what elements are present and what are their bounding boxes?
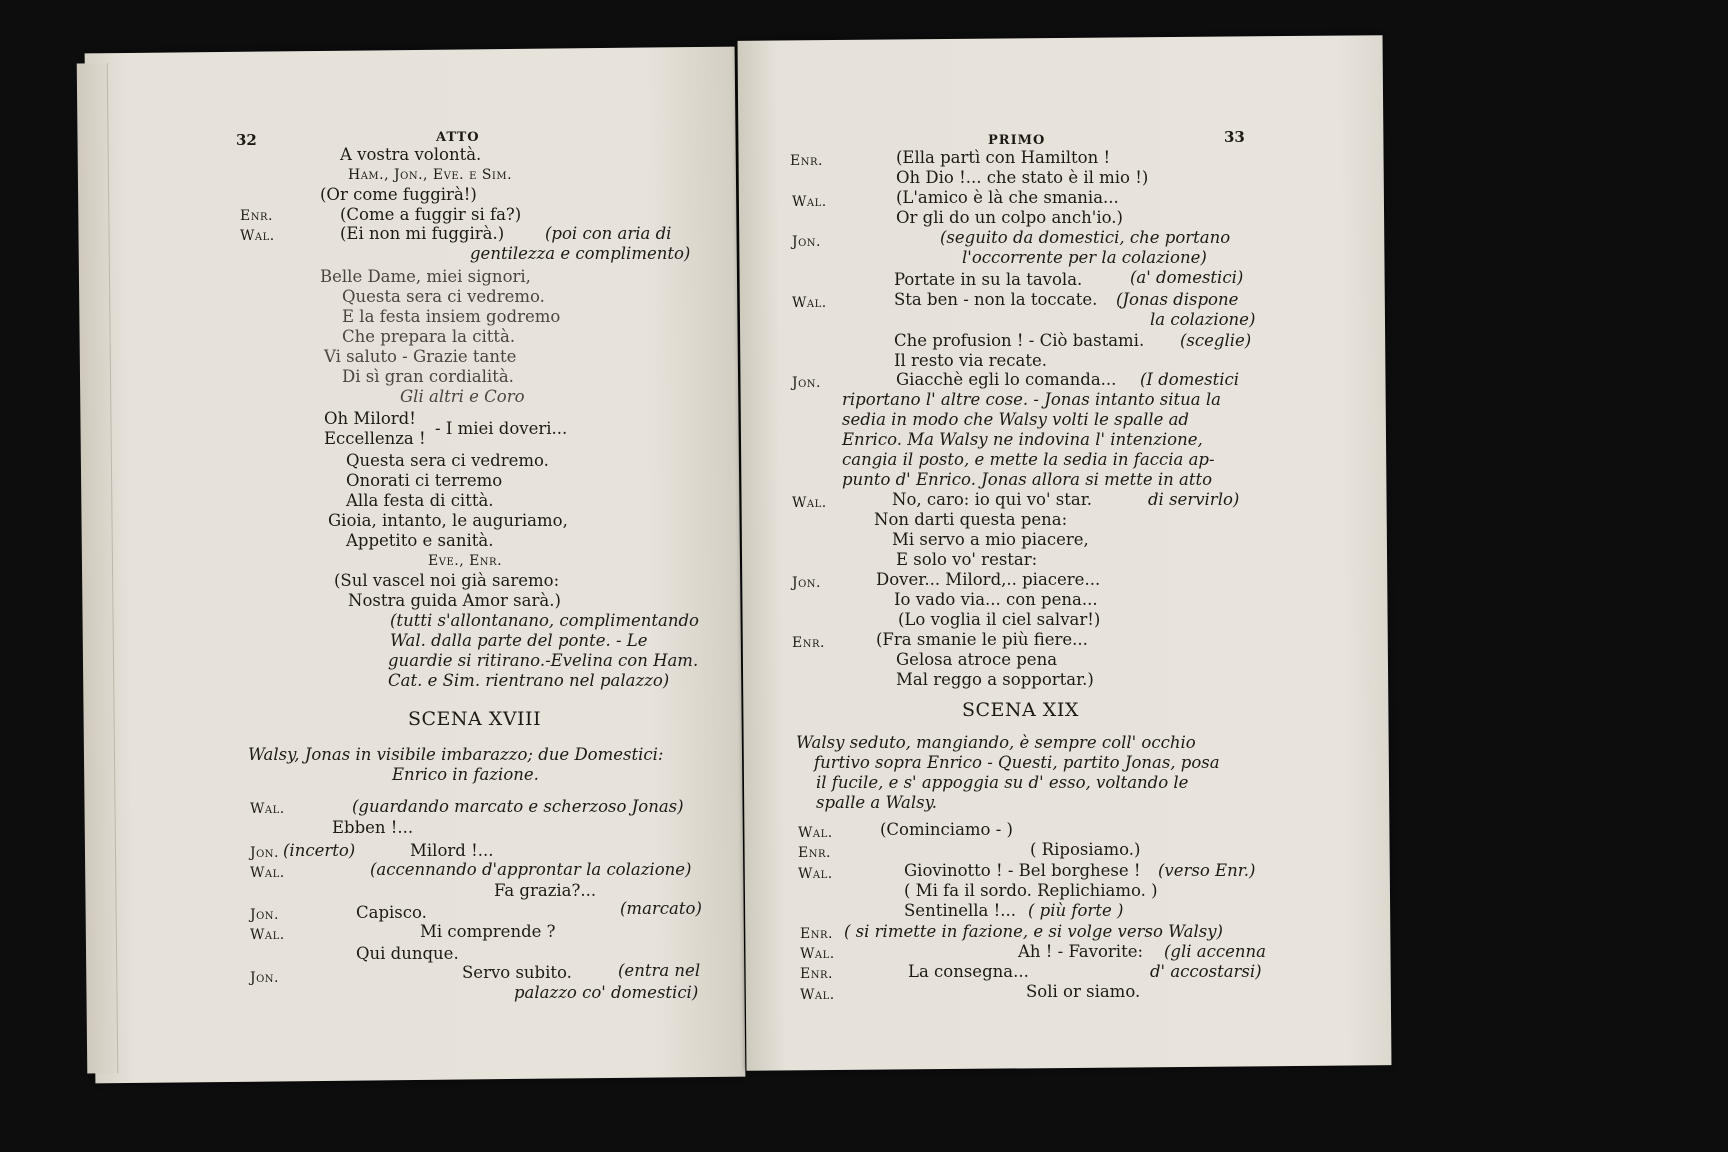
- text-line: furtivo sopra Enrico - Questi, partito Jonas, posa: [814, 753, 1220, 772]
- text-line: Il resto via recate.: [894, 351, 1048, 370]
- text-line: ( Riposiamo.): [1030, 840, 1141, 859]
- text-line: Sta ben - non la toccate.: [894, 290, 1098, 309]
- text-line: gentilezza e complimento): [470, 244, 691, 263]
- text-line: (marcato): [620, 899, 702, 918]
- text-line: Jon.: [792, 234, 822, 250]
- text-line: Gelosa atroce pena: [896, 650, 1058, 669]
- text-line: Ebben !...: [332, 818, 414, 837]
- text-line: (Ella partì con Hamilton !: [896, 148, 1111, 167]
- text-line: Wal.: [800, 987, 835, 1003]
- text-line: Enr.: [240, 208, 273, 224]
- text-line: cangia il posto, e mette la sedia in faccia ap-: [842, 450, 1215, 469]
- text-line: (Lo voglia il ciel salvar!): [898, 610, 1101, 629]
- text-line: Di sì gran cordialità.: [342, 367, 514, 386]
- text-line: (accennando d'approntar la colazione): [370, 860, 692, 879]
- text-line: Wal.: [250, 927, 285, 943]
- text-line: Non darti questa pena:: [874, 510, 1068, 529]
- text-line: (sceglie): [1180, 331, 1252, 350]
- text-line: di servirlo): [1148, 490, 1240, 509]
- text-line: Jon.: [250, 845, 280, 861]
- text-line: (Cominciamo - ): [880, 820, 1013, 839]
- text-line: Wal. dalla parte del ponte. - Le: [390, 631, 648, 650]
- text-line: Alla festa di città.: [346, 491, 494, 510]
- text-line: Wal.: [250, 801, 285, 817]
- text-line: Giacchè egli lo comanda...: [896, 370, 1117, 389]
- text-line: ( più forte ): [1028, 901, 1124, 920]
- text-line: sedia in modo che Walsy volti le spalle ad: [842, 410, 1189, 429]
- text-line: Vi saluto - Grazie tante: [324, 347, 517, 366]
- text-line: Onorati ci terremo: [346, 471, 503, 490]
- right-page-number: 33: [1224, 128, 1245, 146]
- text-line: Mal reggo a sopportar.): [896, 670, 1094, 689]
- text-line: spalle a Walsy.: [816, 793, 937, 812]
- text-line: Ah ! - Favorite:: [1018, 942, 1144, 961]
- text-line: (I domestici: [1140, 370, 1239, 389]
- text-line: (verso Enr.): [1158, 861, 1256, 880]
- text-line: Sentinella !...: [904, 901, 1016, 920]
- text-line: (poi con aria di: [545, 224, 672, 243]
- text-line: Dover... Milord,.. piacere...: [876, 570, 1101, 589]
- text-line: l'occorrente per la colazione): [962, 248, 1207, 267]
- text-line: Questa sera ci vedremo.: [342, 287, 545, 306]
- text-line: Capisco.: [356, 903, 427, 922]
- text-line: (L'amico è là che smania...: [896, 188, 1119, 207]
- text-line: Ham., Jon., Eve. e Sim.: [348, 167, 513, 183]
- text-line: Enrico in fazione.: [392, 765, 539, 784]
- page-edge: [77, 63, 119, 1073]
- text-line: il fucile, e s' appoggia su d' esso, voltando le: [816, 773, 1189, 792]
- text-line: Wal.: [798, 866, 833, 882]
- text-line: (Fra smanie le più fiere...: [876, 630, 1088, 649]
- text-line: Eccellenza !: [324, 429, 426, 448]
- text-line: Enr.: [800, 926, 833, 942]
- text-line: Mi servo a mio piacere,: [892, 530, 1089, 549]
- text-line: Che profusion ! - Ciò bastami.: [894, 331, 1145, 350]
- text-line: Walsy, Jonas in visibile imbarazzo; due Domestici:: [248, 745, 664, 764]
- text-line: - I miei doveri...: [435, 419, 568, 438]
- text-line: (entra nel: [618, 961, 701, 980]
- text-line: (Come a fuggir si fa?): [340, 205, 522, 224]
- text-line: guardie si ritirano.-Evelina con Ham.: [388, 651, 699, 670]
- left-page-number: 32: [236, 131, 257, 149]
- text-line: Portate in su la tavola.: [894, 270, 1083, 289]
- text-line: A vostra volontà.: [340, 145, 482, 164]
- text-line: (tutti s'allontanano, complimentando: [390, 611, 699, 630]
- right-running-head: PRIMO: [988, 133, 1046, 148]
- text-line: Wal.: [792, 495, 827, 511]
- text-line: Questa sera ci vedremo.: [346, 451, 549, 470]
- text-line: (Or come fuggirà!): [320, 185, 477, 204]
- text-line: (Ei non mi fuggirà.): [340, 224, 505, 243]
- text-line: Enr.: [792, 635, 825, 651]
- text-line: Belle Dame, miei signori,: [320, 267, 531, 286]
- text-line: Enr.: [800, 966, 833, 982]
- text-line: Wal.: [240, 228, 275, 244]
- text-line: Oh Milord!: [324, 409, 416, 428]
- text-line: Io vado via... con pena...: [894, 590, 1098, 609]
- text-line: SCENA XIX: [962, 699, 1079, 721]
- text-line: (Jonas dispone: [1116, 290, 1239, 309]
- text-line: (Sul vascel noi già saremo:: [334, 571, 560, 590]
- text-line: la colazione): [1150, 310, 1256, 329]
- text-line: (seguito da domestici, che portano: [940, 228, 1231, 247]
- text-line: palazzo co' domestici): [514, 983, 699, 1002]
- text-line: Gioia, intanto, le auguriamo,: [328, 511, 568, 530]
- text-line: Jon.: [250, 907, 280, 923]
- text-line: Wal.: [798, 825, 833, 841]
- text-line: (guardando marcato e scherzoso Jonas): [352, 797, 684, 816]
- text-line: ( si rimette in fazione, e si volge verso Walsy): [844, 922, 1223, 941]
- text-line: Wal.: [250, 865, 285, 881]
- text-line: Soli or siamo.: [1026, 982, 1141, 1001]
- text-line: Wal.: [800, 946, 835, 962]
- text-line: Milord !...: [410, 841, 494, 860]
- text-line: riportano l' altre cose. - Jonas intanto situa la: [842, 390, 1221, 409]
- text-line: (a' domestici): [1130, 268, 1244, 287]
- text-line: Nostra guida Amor sarà.): [348, 591, 561, 610]
- text-line: Qui dunque.: [356, 944, 459, 963]
- text-line: (gli accenna: [1164, 942, 1266, 961]
- text-line: Enr.: [790, 153, 823, 169]
- text-line: Wal.: [792, 295, 827, 311]
- text-line: Fa grazia?...: [494, 881, 597, 900]
- text-line: Enr.: [798, 845, 831, 861]
- text-line: SCENA XVIII: [408, 708, 542, 730]
- text-line: Oh Dio !... che stato è il mio !): [896, 168, 1149, 187]
- text-line: Che prepara la città.: [342, 327, 516, 346]
- left-running-head: ATTO: [436, 130, 480, 145]
- text-line: Enrico. Ma Walsy ne indovina l' intenzione,: [842, 430, 1203, 449]
- text-line: Or gli do un colpo anch'io.): [896, 208, 1123, 227]
- text-line: Walsy seduto, mangiando, è sempre coll' occhio: [796, 733, 1196, 752]
- text-line: (incerto): [283, 841, 356, 860]
- text-line: Wal.: [792, 194, 827, 210]
- text-line: No, caro: io qui vo' star.: [892, 490, 1093, 509]
- text-line: E la festa insiem godremo: [342, 307, 561, 326]
- text-line: Mi comprende ?: [420, 922, 556, 941]
- text-line: punto d' Enrico. Jonas allora si mette in atto: [842, 470, 1213, 489]
- text-line: Jon.: [792, 375, 822, 391]
- text-line: d' accostarsi): [1150, 962, 1262, 981]
- text-line: La consegna...: [908, 962, 1029, 981]
- text-line: E solo vo' restar:: [896, 550, 1038, 569]
- text-line: Eve., Enr.: [428, 553, 503, 569]
- text-line: Gli altri e Coro: [400, 387, 525, 406]
- text-line: Giovinotto ! - Bel borghese !: [904, 861, 1141, 880]
- text-line: Jon.: [792, 575, 822, 591]
- text-line: Servo subito.: [462, 963, 572, 982]
- text-line: Jon.: [250, 970, 280, 986]
- text-line: Cat. e Sim. rientrano nel palazzo): [388, 671, 670, 690]
- text-line: Appetito e sanità.: [346, 531, 494, 550]
- text-line: ( Mi fa il sordo. Replichiamo. ): [904, 881, 1158, 900]
